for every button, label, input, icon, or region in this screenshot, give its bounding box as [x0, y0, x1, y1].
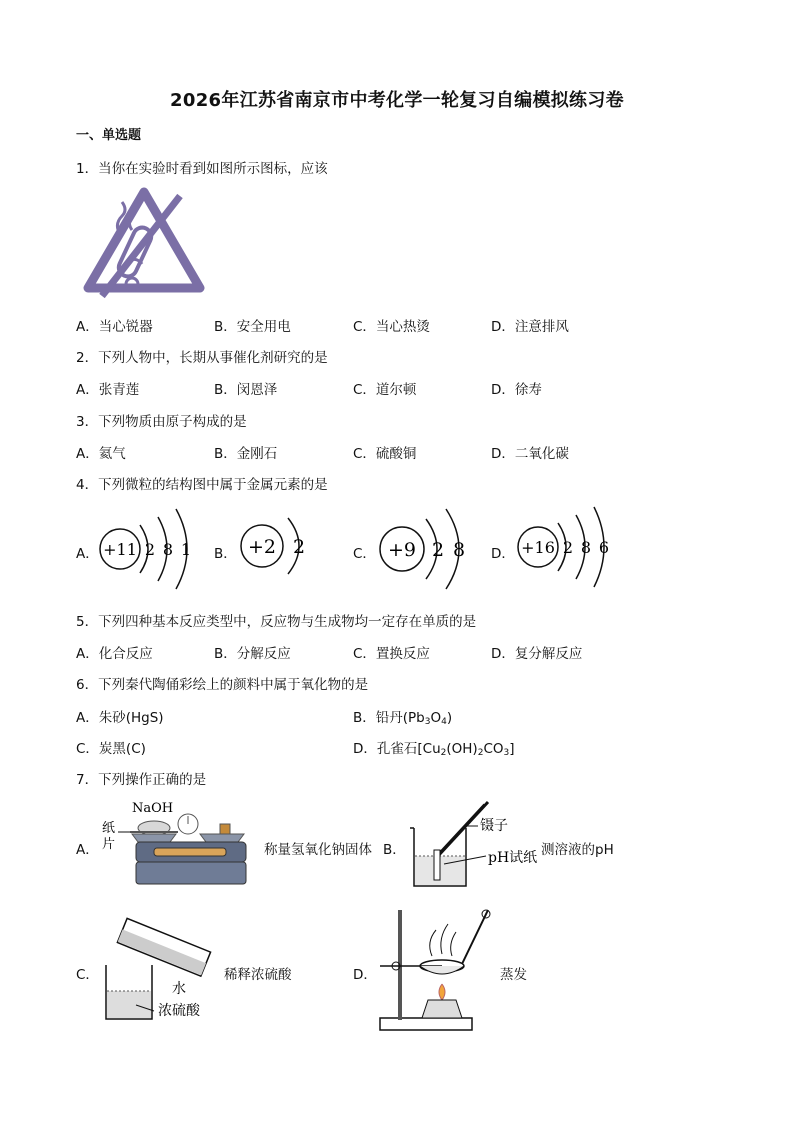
q7-c-caption: 稀释浓硫酸 — [224, 967, 292, 983]
balance-scale-illustration — [96, 798, 264, 890]
label-ph-paper: pH试纸 — [488, 850, 538, 866]
atom-diagram-c — [376, 505, 476, 597]
q7-d-caption: 蒸发 — [500, 967, 527, 983]
question-7-stem: 7．下列操作正确的是 — [76, 772, 207, 788]
q6-option-d[interactable]: D．孔雀石$[Cu_2(OH)_2CO_3]$ — [353, 741, 515, 758]
q5-option-a[interactable]: A．化合反应 — [76, 646, 153, 662]
nucleus-d: +16 — [521, 538, 555, 557]
q4-option-c[interactable]: C． — [353, 546, 376, 562]
page-title: 2026年江苏省南京市中考化学一轮复习自编模拟练习卷 — [170, 90, 624, 111]
q7-a-caption: 称量氢氧化钠固体 — [264, 842, 372, 858]
label-tweezers: 镊子 — [480, 818, 508, 834]
q2-option-b[interactable]: B．闵恩泽 — [214, 382, 278, 398]
shell-d-2: 8 — [580, 538, 592, 557]
q2-option-a[interactable]: A．张青莲 — [76, 382, 140, 398]
q4-option-b[interactable]: B． — [214, 546, 237, 562]
nucleus-a: +11 — [103, 540, 137, 559]
evaporation-illustration — [372, 904, 500, 1034]
q5-option-b[interactable]: B．分解反应 — [214, 646, 291, 662]
q7-option-d[interactable]: D． — [353, 967, 377, 983]
dilute-acid-illustration — [96, 913, 224, 1023]
q3-option-d[interactable]: D．二氧化碳 — [491, 446, 569, 462]
q1-option-a[interactable]: A．当心锐器 — [76, 319, 153, 335]
question-6-stem: 6．下列秦代陶俑彩绘上的颜料中属于氧化物的是 — [76, 677, 369, 693]
q7-b-caption: 测溶液的pH — [541, 842, 614, 858]
q7-option-b[interactable]: B． — [383, 842, 406, 858]
atom-diagram-d — [514, 505, 614, 597]
q1-option-c[interactable]: C．当心热烫 — [353, 319, 430, 335]
q2-option-c[interactable]: C．道尔顿 — [353, 382, 417, 398]
atom-diagram-a — [96, 505, 196, 597]
q6-option-b[interactable]: B．铅丹$(Pb_3O_4)$ — [353, 710, 453, 727]
q6-option-c[interactable]: C．炭黑(C) — [76, 741, 146, 757]
q1-option-b[interactable]: B．安全用电 — [214, 319, 291, 335]
shell-d-3: 6 — [598, 538, 610, 557]
shell-c-1: 2 — [431, 539, 445, 561]
question-3-stem: 3．下列物质由原子构成的是 — [76, 414, 247, 430]
q2-option-d[interactable]: D．徐寿 — [491, 382, 542, 398]
ph-test-illustration — [404, 796, 544, 892]
label-naoh: NaOH — [132, 801, 174, 816]
nucleus-b: +2 — [247, 536, 277, 558]
shell-a-2: 8 — [162, 540, 174, 559]
section-heading: 一、单选题 — [76, 128, 142, 143]
q4-option-d[interactable]: D． — [491, 546, 515, 562]
hot-surface-warning-sign — [80, 184, 208, 300]
label-paper-2: 片 — [102, 837, 116, 852]
question-1-stem: 1．当你在实验时看到如图所示图标，应该 — [76, 161, 328, 177]
q5-option-d[interactable]: D．复分解反应 — [491, 646, 583, 662]
q3-option-b[interactable]: B．金刚石 — [214, 446, 278, 462]
question-2-stem: 2．下列人物中，长期从事催化剂研究的是 — [76, 350, 328, 366]
q5-option-c[interactable]: C．置换反应 — [353, 646, 430, 662]
label-conc-acid: 浓硫酸 — [158, 1003, 200, 1019]
q1-option-d[interactable]: D．注意排风 — [491, 319, 569, 335]
q4-option-a[interactable]: A． — [76, 546, 99, 562]
q3-option-c[interactable]: C．硫酸铜 — [353, 446, 417, 462]
shell-d-1: 2 — [562, 538, 574, 557]
label-paper-1: 纸 — [102, 821, 116, 836]
q6-option-a[interactable]: A．朱砂(HgS) — [76, 710, 164, 726]
q3-option-a[interactable]: A．氦气 — [76, 446, 126, 462]
shell-a-3: 1 — [180, 540, 192, 559]
question-5-stem: 5．下列四种基本反应类型中，反应物与生成物均一定存在单质的是 — [76, 614, 477, 630]
shell-a-1: 2 — [144, 540, 156, 559]
q7-option-a[interactable]: A． — [76, 842, 99, 858]
q7-option-c[interactable]: C． — [76, 967, 99, 983]
atom-diagram-b — [238, 512, 318, 584]
shell-c-2: 8 — [452, 539, 466, 561]
nucleus-c: +9 — [387, 539, 417, 561]
shell-b-1: 2 — [292, 536, 306, 558]
label-water: 水 — [172, 981, 186, 997]
question-4-stem: 4．下列微粒的结构图中属于金属元素的是 — [76, 477, 328, 493]
